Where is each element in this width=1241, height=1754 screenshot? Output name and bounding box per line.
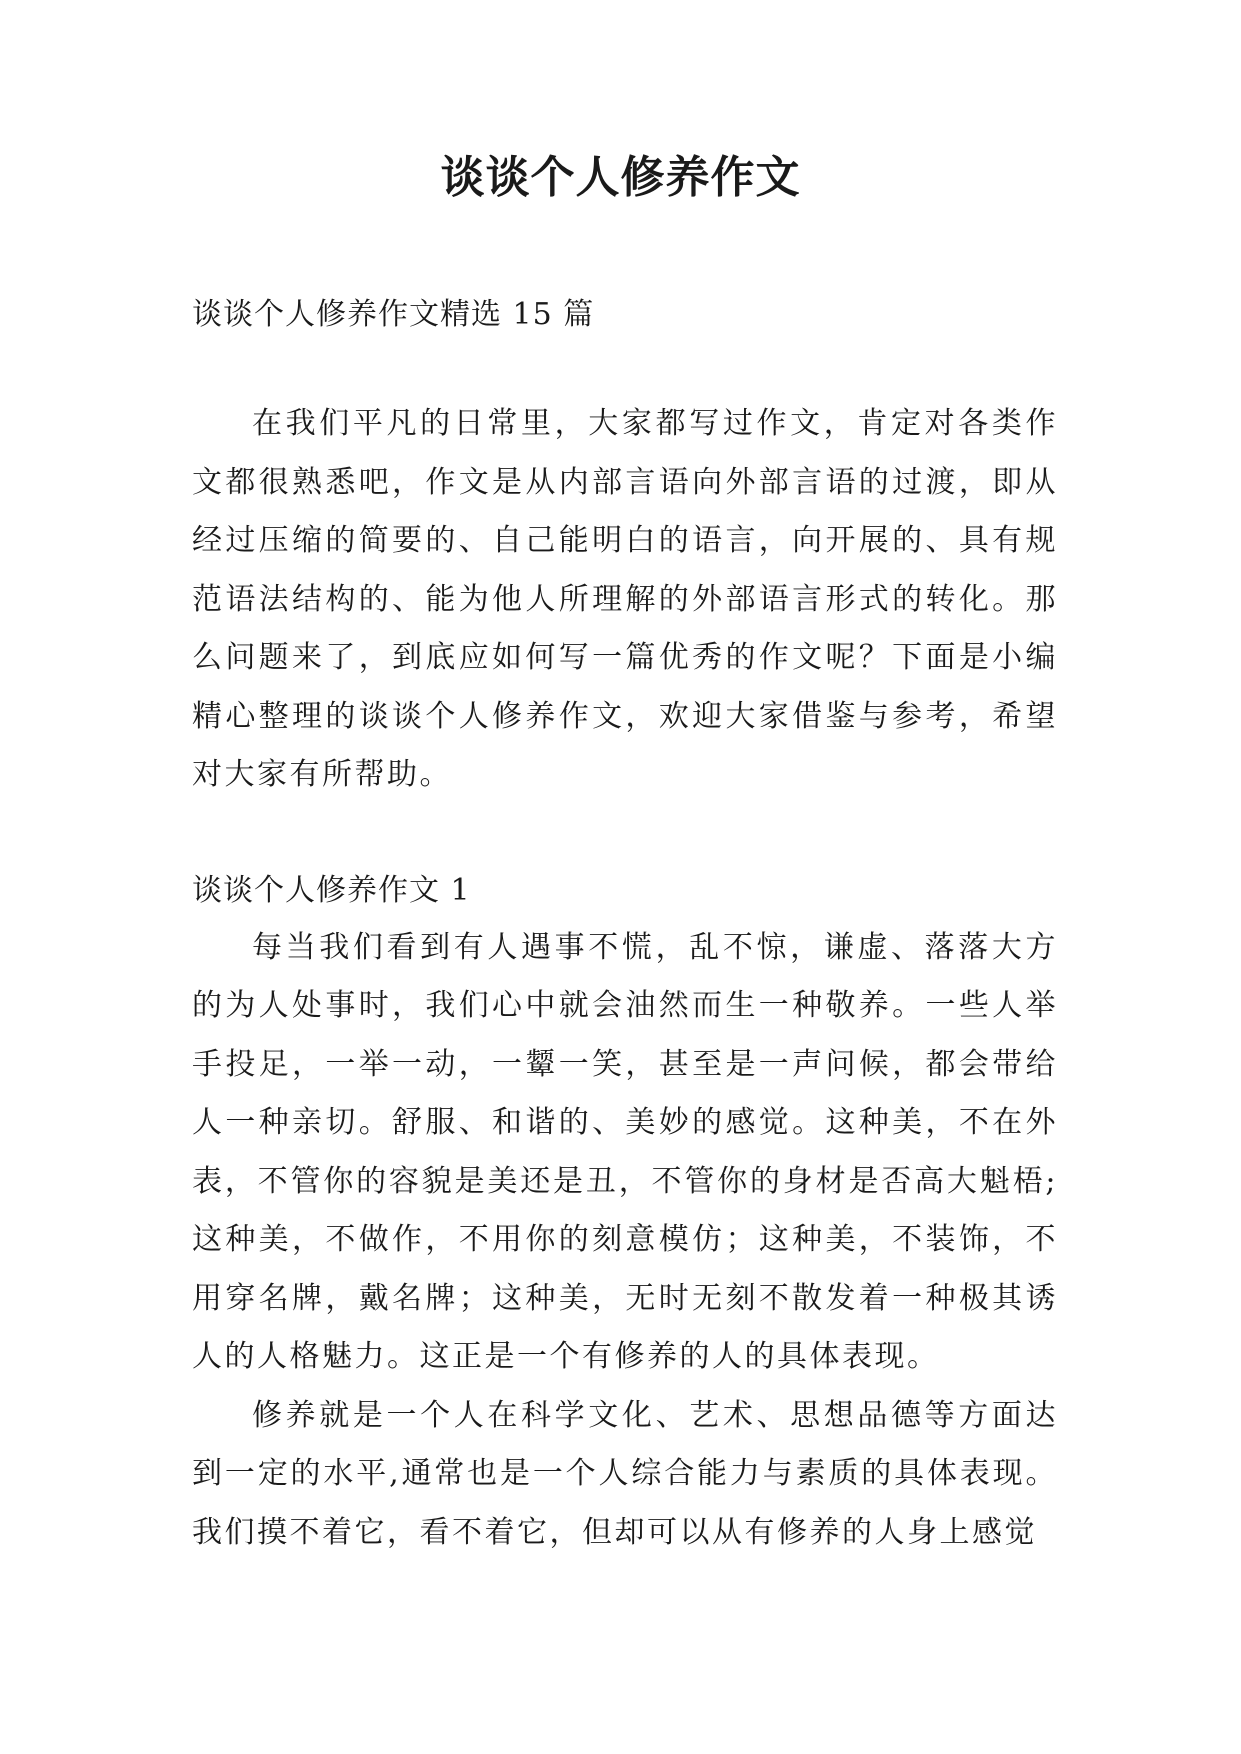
spacer bbox=[192, 340, 1058, 395]
intro-paragraph: 在我们平凡的日常里，大家都写过作文，肯定对各类作文都很熟悉吧，作文是从内部言语向外部言语的过渡，即从经过压缩的简要的、自己能明白的语言，向开展的、具有规范语法结构的、能为他人所理解的外部语言形式的转化。那么问题来了，到底应如何写一篇优秀的作文呢？下面是小编精心整理的谈谈个人修养作文，欢迎大家借鉴与参考，希望对大家有所帮助。 bbox=[192, 406, 1058, 792]
spacer bbox=[192, 805, 1058, 863]
section-1-paragraph-1: 每当我们看到有人遇事不慌，乱不惊，谦虚、落落大方的为人处事时，我们心中就会油然而生一种敬养。一些人举手投足，一举一动，一颦一笑，甚至是一声问候，都会带给人一种亲切。舒服、和谐的、美妙的感觉。这种美，不在外表，不管你的容貌是美还是丑，不管你的身材是否高大魁梧;这种美，不做作，不用你的刻意模仿；这种美，不装饰，不用穿名牌，戴名牌；这种美，无时无刻不散发着一种极其诱人的人格魅力。这正是一个有修养的人的具体表现。 bbox=[192, 929, 1058, 1374]
document-body bbox=[192, 290, 1058, 1562]
section-1-paragraph-2: 修养就是一个人在科学文化、艺术、思想品德等方面达到一定的水平,通常也是一个人综合能力与素质的具体表现。我们摸不着它，看不着它，但却可以从有修养的人身上感觉 bbox=[192, 1397, 1058, 1550]
page-title: 谈谈个人修养作文 bbox=[440, 152, 801, 203]
document-subtitle: 谈谈个人修养作文精选 15 篇 bbox=[192, 297, 595, 332]
section-heading-1: 谈谈个人修养作文 1 bbox=[192, 872, 471, 908]
